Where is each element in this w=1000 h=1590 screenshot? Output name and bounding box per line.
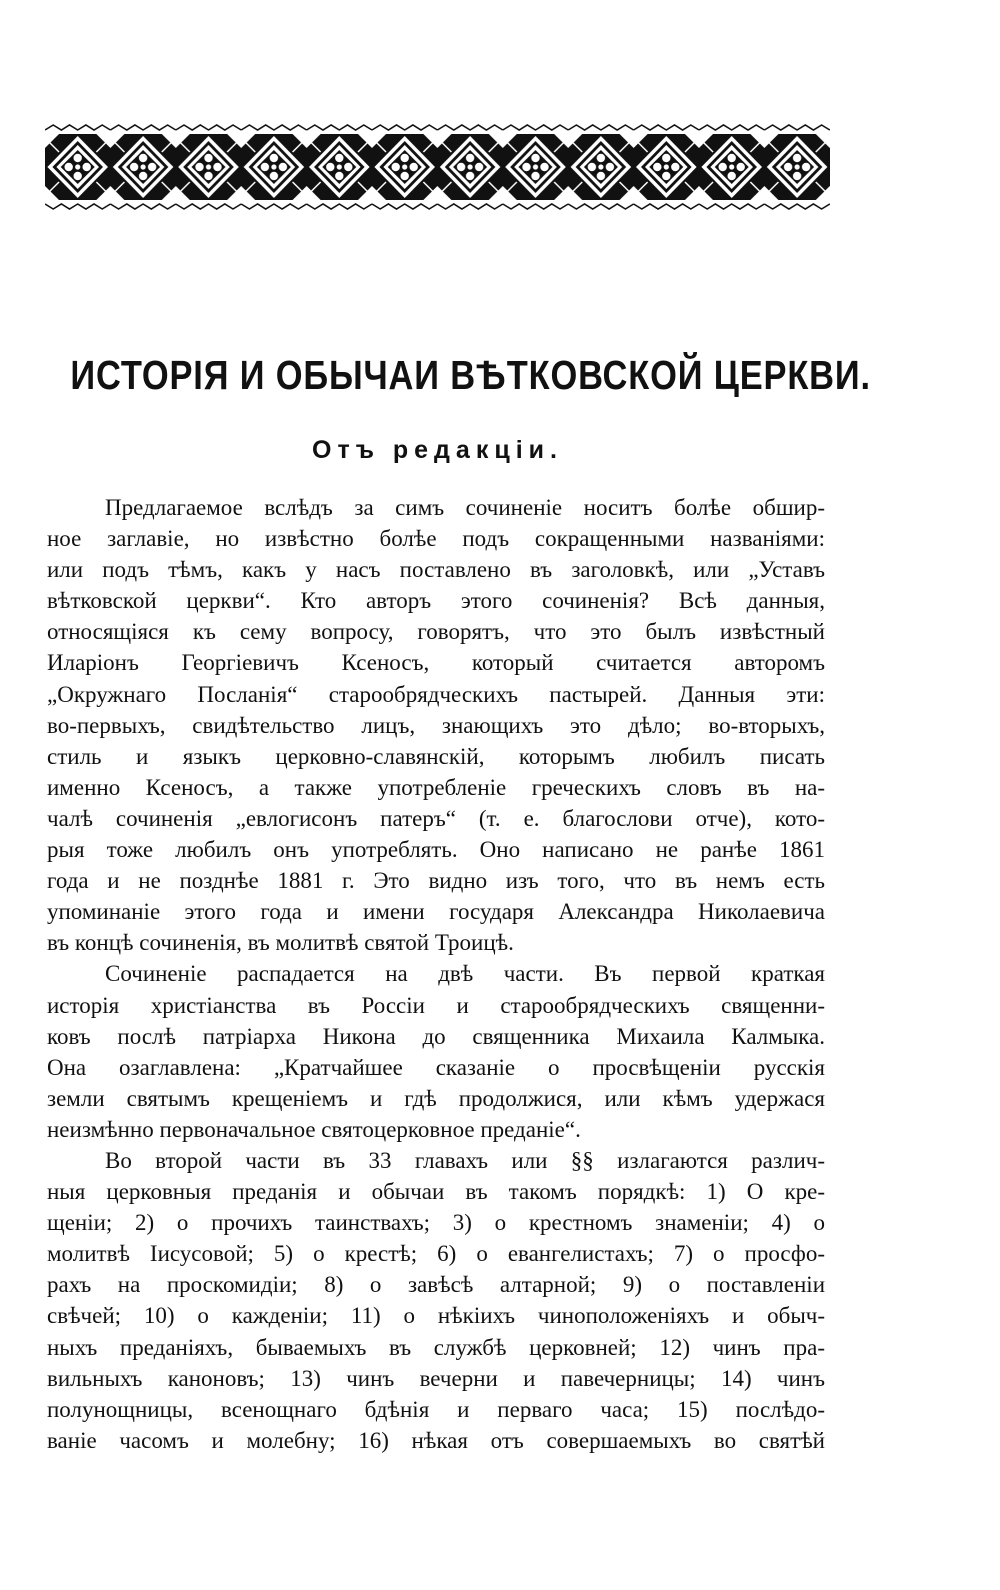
paragraph: [47, 958, 825, 1145]
text-line: Во второй части въ 33 главахъ или §§ излагаются различ-: [105, 1147, 825, 1173]
text-line: исторія христіанства въ Россіи и старообрядческихъ священни-: [47, 992, 825, 1018]
text-line: ковъ послѣ патріарха Никона до священника Михаила Калмыка.: [47, 1023, 825, 1049]
text-line: Сочиненіе распадается на двѣ части. Въ первой краткая: [105, 961, 825, 987]
text-line: рыя тоже любилъ онъ употреблять. Оно написано не ранѣе 1861: [47, 837, 825, 863]
text-line: Предлагаемое вслѣдъ за симъ сочиненіе носитъ болѣе обшир-: [105, 495, 825, 520]
text-line: щеніи; 2) о прочихъ таинствахъ; 3) о крестномъ знаменіи; 4) о: [47, 1210, 825, 1236]
paragraph: [47, 492, 825, 958]
text-line: земли святымъ крещеніемъ и гдѣ продолжися, или кѣмъ удержася: [47, 1085, 825, 1111]
page-subtitle: Отъ редакціи.: [312, 436, 563, 464]
paragraph: [47, 1145, 825, 1456]
text-line: рахъ на проскомидіи; 8) о завѣсѣ алтарной; 9) о поставленіи: [47, 1272, 825, 1298]
ornament-band-icon: [45, 122, 830, 212]
decorative-header-ornament: [45, 122, 830, 212]
article-body: [47, 492, 825, 1456]
text-line: въ концѣ сочиненія, въ молитвѣ святой Троицѣ.: [47, 930, 514, 956]
page-title: ИСТОРІЯ И ОБЫЧАИ ВѢТКОВСКОЙ ЦЕРКВИ.: [70, 352, 871, 398]
text-line: Она озаглавлена: „Кратчайшее сказаніе о просвѣщеніи русскія: [47, 1054, 825, 1080]
text-line: относящіяся къ сему вопросу, говорятъ, что это былъ извѣстный: [47, 619, 825, 645]
text-line: Иларіонъ Георгіевичъ Ксеносъ, который считается авторомъ: [47, 650, 825, 676]
text-line: чалѣ сочиненія „евлогисонъ патеръ“ (т. е. благослови отче), кото-: [47, 805, 825, 831]
text-line: упоминаніе этого года и имени государя Александра Николаевича: [47, 899, 825, 925]
text-line: свѣчей; 10) о кажденіи; 11) о нѣкіихъ чиноположеніяхъ и обыч-: [47, 1303, 825, 1329]
text-line: молитвѣ Іисусовой; 5) о крестѣ; 6) о евангелистахъ; 7) о просфо-: [47, 1241, 825, 1267]
text-line: ныя церковныя преданія и обычаи въ такомъ порядкѣ: 1) О кре-: [47, 1179, 825, 1205]
text-line: именно Ксеносъ, а также употребленіе греческихъ словъ въ на-: [47, 774, 825, 800]
text-line: вильныхъ каноновъ; 13) чинъ вечерни и павечерницы; 14) чинъ: [47, 1365, 825, 1391]
text-line: полунощницы, всенощнаго бдѣнія и перваго часа; 15) послѣдо-: [47, 1396, 825, 1422]
text-line: вѣтковской церкви“. Кто авторъ этого сочиненія? Всѣ данныя,: [47, 588, 825, 614]
text-line: стиль и языкъ церковно-славянскій, которымъ любилъ писать: [47, 743, 825, 769]
text-line: или подъ тѣмъ, какъ у насъ поставлено въ заголовкѣ, или „Уставъ: [47, 557, 825, 583]
text-line: года и не позднѣе 1881 г. Это видно изъ того, что въ немъ есть: [47, 868, 825, 894]
text-line: ное заглавіе, но извѣстно болѣе подъ сокращенными названіями:: [47, 526, 825, 552]
text-line: ныхъ преданіяхъ, бываемыхъ въ службѣ церковней; 12) чинъ пра-: [47, 1334, 825, 1360]
text-line: „Окружнаго Посланія“ старообрядческихъ пастырей. Данныя эти:: [47, 681, 825, 707]
text-line: неизмѣнно первоначальное святоцерковное преданіе“.: [47, 1116, 581, 1142]
text-line: ваніе часомъ и молебну; 16) нѣкая отъ совершаемыхъ во святѣй: [47, 1427, 825, 1453]
text-line: во-первыхъ, свидѣтельство лицъ, знающихъ это дѣло; во-вторыхъ,: [47, 712, 825, 738]
